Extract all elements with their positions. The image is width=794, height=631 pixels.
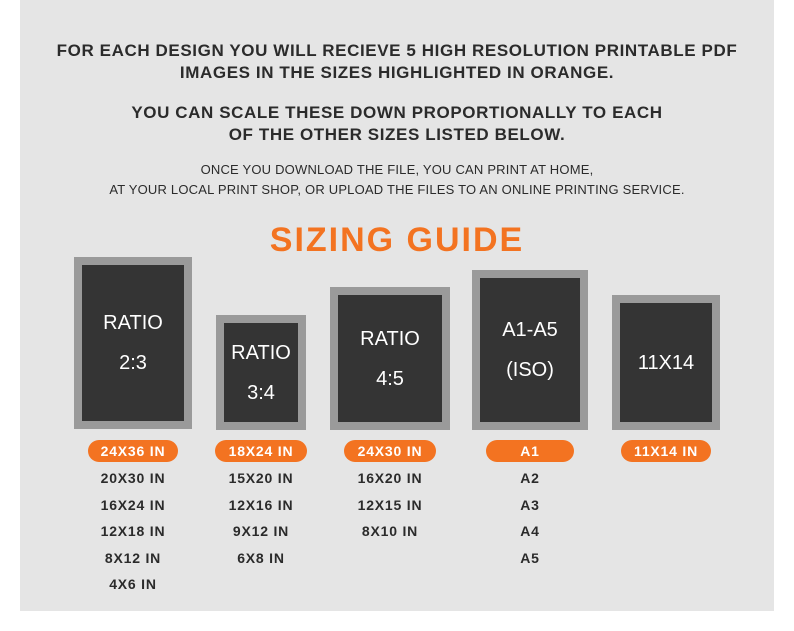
size-item: A2 [520,470,540,486]
size-item: A4 [520,523,540,539]
print-line-2: AT YOUR LOCAL PRINT SHOP, OR UPLOAD THE FILES TO AN ONLINE PRINTING SERVICE. [109,182,685,197]
size-list-ratio-2-3 [83,465,183,598]
size-item: A5 [520,549,540,566]
size-list-ratio-3-4 [211,465,311,571]
frame-label-bottom: 3:4 [247,381,275,404]
sizing-guide-title: SIZING GUIDE [269,221,525,259]
highlight-size-badge: 11X14 IN [621,440,711,462]
frame-canvas [224,323,298,422]
frame-label-top: RATIO [103,312,163,334]
print-instructions [0,160,794,200]
frame-label-top: RATIO [360,327,420,350]
size-item: 8X10 IN [361,523,419,539]
size-item: 15X20 IN [228,470,294,486]
size-item: 20X30 IN [100,470,166,486]
frame-ratio-3-4 [216,315,306,430]
scale-line-1: YOU CAN SCALE THESE DOWN PROPORTIONALLY TO EACH [131,103,663,122]
size-item: 4X6 IN [109,576,157,592]
frame-label-bottom: 2:3 [119,352,147,374]
scale-heading [0,102,794,146]
scale-line-2: OF THE OTHER SIZES LISTED BELOW. [228,125,566,144]
frame-label-top: 11X14 [637,351,695,374]
size-list-iso [480,465,580,571]
size-item: 12X15 IN [357,496,423,513]
frame-canvas [480,278,580,422]
print-line-1: ONCE YOU DOWNLOAD THE FILE, YOU CAN PRINT AT HOME, [200,162,594,177]
size-item: 12X18 IN [100,523,166,539]
size-item: 12X16 IN [228,496,294,513]
highlight-size-badge: 24X30 IN [344,440,436,462]
frame-canvas [620,303,712,422]
frame-label-bottom: 4:5 [376,367,404,390]
frame-label-bottom: (ISO) [506,359,554,381]
highlight-size-badge: A1 [486,440,574,462]
frame-ratio-2-3 [74,257,192,429]
frame-canvas [82,265,184,421]
intro-line-1: FOR EACH DESIGN YOU WILL RECIEVE 5 HIGH RESOLUTION PRINTABLE PDF [56,41,738,60]
highlight-size-badge: 18X24 IN [215,440,307,462]
frame-iso-a1-a5 [472,270,588,430]
size-item: 6X8 IN [237,549,285,566]
size-item: A3 [520,496,540,513]
highlight-size-badge: 24X36 IN [88,440,178,462]
frame-label-top: RATIO [231,341,291,364]
size-item: 9X12 IN [232,523,290,539]
intro-heading [0,40,794,84]
frame-11x14 [612,295,720,430]
size-list-ratio-4-5 [340,465,440,545]
frame-ratio-4-5 [330,287,450,430]
size-item: 16X20 IN [357,470,423,486]
frame-canvas [338,295,442,422]
frame-label-top: A1-A5 [502,319,558,341]
size-item: 8X12 IN [104,549,162,566]
intro-line-2: IMAGES IN THE SIZES HIGHLIGHTED IN ORANGE. [179,63,615,82]
size-item: 16X24 IN [100,496,166,513]
